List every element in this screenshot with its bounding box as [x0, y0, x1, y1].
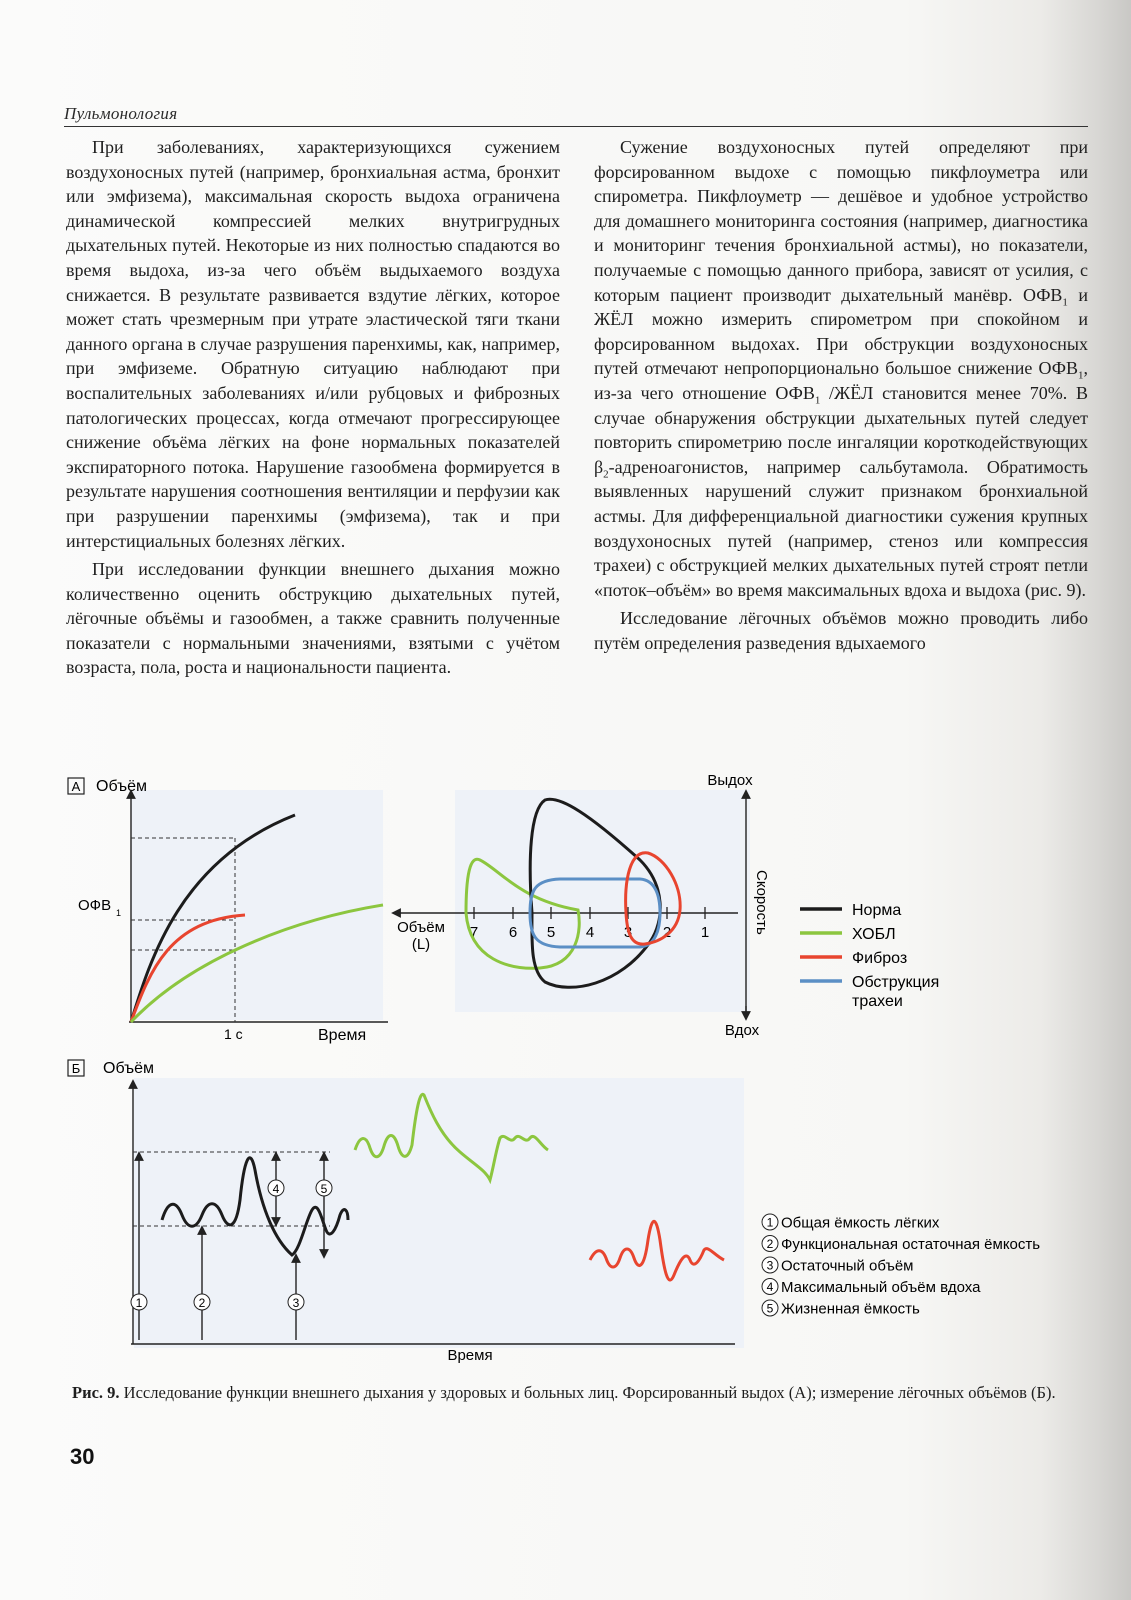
svg-text:5: 5: [766, 1301, 774, 1316]
svg-text:3: 3: [292, 1296, 300, 1310]
right-paragraph-1: [594, 135, 1088, 602]
curves-legend: [800, 902, 939, 1010]
right-p1-part-c: , из-за чего отношение ОФВ: [594, 358, 1088, 403]
legend-label-continued: трахеи: [852, 993, 903, 1010]
svg-text:5: 5: [320, 1182, 328, 1196]
subscript-1: 1: [1062, 296, 1068, 309]
loop-tick-label: 1: [700, 924, 710, 941]
loop-x-axis-unit: (L): [411, 936, 431, 953]
right-p1-part-b: и ЖЁЛ можно измерить спирометром при спокойном и форсированном выдохах. При обструкции воздухоносных путей отмечают непропорционально большое снижение ОФВ: [594, 284, 1088, 379]
right-p1-part-a: Сужение воздухоносных путей определяют при форсированном выдохе с помощью пикфлоуметра или спирометра. Пикфлоуметр — дешёвое и удобное устройство для домашнего мониторинга состояния (например, диагностика и мониторинг течения бронхиальной астмы), но показатели, получаемые с помощью данного прибора, зависят от усилия, с которым пациент производит дыхательный манёвр. ОФВ: [594, 137, 1088, 305]
subscript-1: 1: [814, 394, 821, 407]
panel-a: [68, 778, 388, 1044]
panel-a-label: А: [71, 779, 81, 794]
panel-b: [68, 1060, 744, 1364]
subscript-1: 1: [1078, 369, 1084, 382]
loop-tick-label: 5: [546, 924, 556, 941]
panel-b-label: Б: [71, 1061, 81, 1076]
svg-text:Остаточный объём: Остаточный объём: [781, 1257, 914, 1275]
volume-legend-item: [762, 1300, 920, 1318]
panel-a-y-axis-label: Объём: [96, 778, 147, 795]
loop-y-axis-label: Скорость: [753, 870, 770, 935]
left-column: [66, 135, 560, 680]
panel-flow-volume: [396, 772, 770, 1039]
legend-label: Фиброз: [852, 950, 908, 967]
caption-text: Исследование функции внешнего дыхания у здоровых и больных лиц. Форсированный выдох (А); измерение лёгочных объёмов (Б).: [119, 1383, 1056, 1402]
svg-text:4: 4: [766, 1280, 774, 1294]
marker-4: [268, 1180, 284, 1196]
svg-text:2: 2: [198, 1296, 206, 1310]
loop-tick-label: 7: [469, 924, 479, 941]
panel-a-x-axis-label: Время: [318, 1027, 367, 1044]
loop-tick-label: 3: [623, 924, 633, 941]
right-p1-part-e: -адреноагонистов, например сальбутамола. Обратимость выявленных нарушений служит признаком бронхиальной астмы. Для дифференциальной диагностики сужения крупных воздухоносных путей (например, стеноз или компрессия трахеи) с обструкцией мелких дыхательных путей строят петли «поток–объём» во время максимальных вдоха и выдоха (рис. 9).: [594, 456, 1088, 600]
caption-lead: Рис. 9.: [72, 1383, 120, 1402]
fev-label: ОФВ: [78, 897, 112, 914]
left-paragraph-2: При исследовании функции внешнего дыхания можно количественно оценить обструкцию дыхательных путей, лёгочные объёмы и газообмен, а также сравнить полученные показатели с нормальными значениями, взятыми с учётом возраста, пола, роста и национальности пациента.: [66, 559, 560, 678]
figure-caption: [72, 1382, 1092, 1404]
tick-1s-label: 1 с: [224, 1026, 243, 1042]
svg-text:1: 1: [766, 1215, 774, 1230]
figure-9: [0, 760, 1131, 1385]
svg-text:2: 2: [766, 1237, 774, 1251]
volumes-legend: [762, 1214, 1040, 1318]
left-paragraph-1: При заболеваниях, характеризующихся сужением воздухоносных путей (например, бронхиальная астма, бронхит или эмфизема), максимальная скорость выдоха ограничена динамической компрессией мелких внутригрудных дыхательных путей. Некоторые из них полностью спадаются во время выдоха, из-за чего объём выдыхаемого воздуха снижается. В результате развивается вздутие лёгких, которое может стать чрезмерным при утрате эластической тяги ткани данного органа в случае разрушения паренхимы, как, например, при эмфиземе. Обратную ситуацию наблюдают при воспалительных заболеваниях и/или рубцовых и фиброзных патологических процессах, когда отмечают прогрессирующее снижение объёма лёгких на фоне нормальных показателей экспираторного потока. Нарушение газообмена формируется в результате нарушения соотношения вентиляции и перфузии как при разрушении паренхимы (эмфизема), так и при интерстициальных болезнях лёгких.: [66, 137, 560, 551]
panel-b-y-axis-label: Объём: [103, 1060, 154, 1077]
svg-text:Максимальный объём вдоха: Максимальный объём вдоха: [781, 1279, 981, 1296]
legend-label: ХОБЛ: [852, 926, 896, 943]
marker-3: [288, 1294, 304, 1310]
panel-b-x-axis-label: Время: [447, 1347, 493, 1364]
header-rule: [64, 126, 1088, 127]
page-number: 30: [70, 1444, 95, 1469]
panel-loop-background: [455, 790, 750, 1012]
marker-5: [316, 1180, 332, 1196]
svg-text:Общая ёмкость лёгких: Общая ёмкость лёгких: [781, 1214, 940, 1232]
svg-text:3: 3: [766, 1258, 774, 1273]
right-paragraph-2: Исследование лёгочных объёмов можно проводить либо путём определения разведения вдыхаемого: [594, 608, 1088, 653]
volume-legend-item: [762, 1236, 1040, 1254]
svg-text:4: 4: [272, 1182, 280, 1196]
fev-subscript: 1: [116, 908, 122, 918]
exhale-label: Выдох: [707, 772, 753, 789]
right-column: [594, 135, 1088, 655]
loop-tick-label: 4: [585, 924, 595, 941]
svg-text:Жизненная ёмкость: Жизненная ёмкость: [781, 1300, 920, 1318]
legend-label: Обструкция: [852, 974, 940, 991]
svg-text:Функциональная остаточная ёмко: Функциональная остаточная ёмкость: [781, 1236, 1041, 1253]
marker-1: [131, 1294, 147, 1310]
inhale-label: Вдох: [724, 1022, 760, 1039]
right-p1-part-d: /ЖЁЛ становится менее 70%. В случае обнаружения обструкции дыхательных путей следует повторить спирометрию после ингаляции короткодействующих β: [594, 382, 1088, 477]
svg-text:1: 1: [135, 1296, 143, 1310]
loop-tick-label: 2: [662, 924, 672, 941]
marker-2: [194, 1294, 210, 1310]
running-title: Пульмонология: [64, 104, 178, 123]
volume-legend-item: [762, 1214, 940, 1232]
panel-a-background: [131, 790, 383, 1020]
legend-label: Норма: [852, 902, 902, 919]
volume-legend-item: [762, 1279, 981, 1297]
figure-svg: [0, 760, 1131, 1380]
loop-tick-label: 6: [508, 924, 518, 941]
volume-legend-item: [762, 1257, 914, 1275]
loop-x-axis-label: Объём: [397, 919, 445, 936]
subscript-2: 2: [603, 468, 609, 481]
panel-b-background: [134, 1078, 744, 1348]
